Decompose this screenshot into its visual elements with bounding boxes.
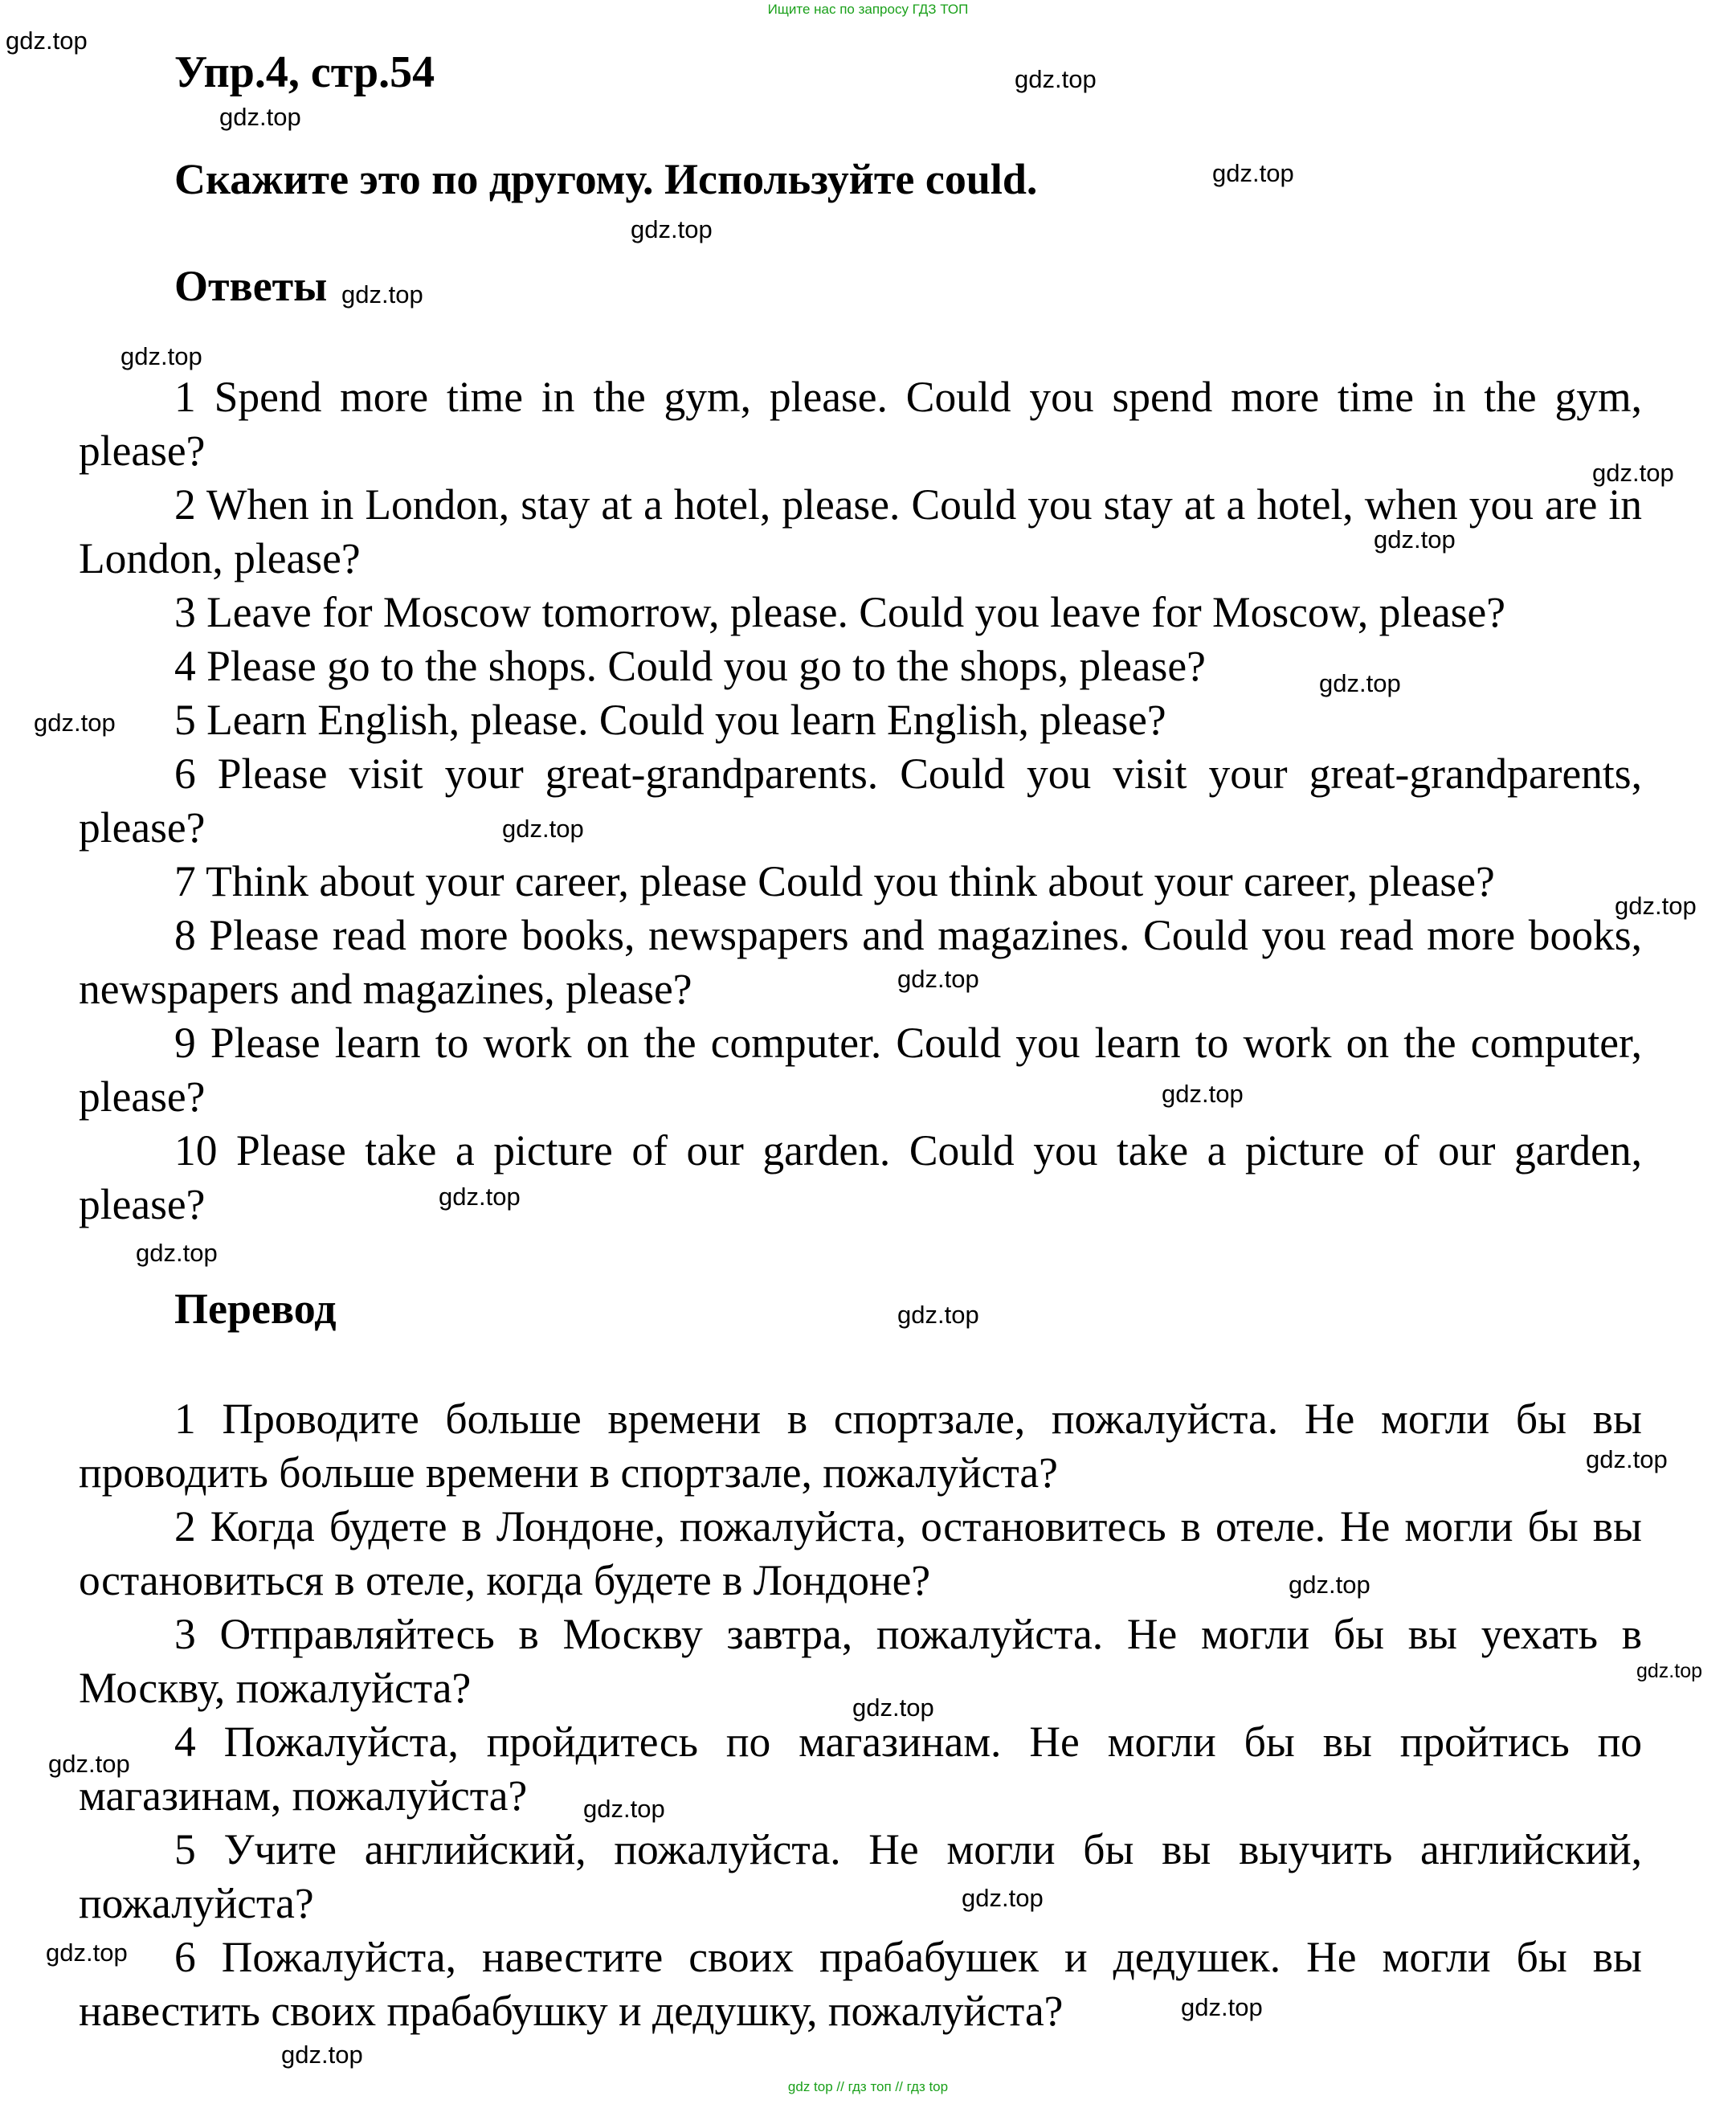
answers-heading: Ответы <box>174 262 328 310</box>
watermark: gdz.top <box>1181 1993 1263 2021</box>
watermark: gdz.top <box>1212 159 1294 187</box>
watermark: gdz.top <box>897 965 979 993</box>
answer-item: 8 Please read more books, newspapers and magazines. Could you read more books, newspapers and magazines, please? <box>79 911 1642 1013</box>
watermark: gdz.top <box>1374 525 1456 554</box>
watermark: gdz.top <box>1289 1571 1370 1599</box>
translation-item: 3 Отправляйтесь в Москву завтра, пожалуйста. Не могли бы вы уехать в Москву, пожалуйста? <box>79 1610 1642 1712</box>
watermark: gdz.top <box>341 280 423 308</box>
watermark: gdz.top <box>962 1884 1044 1912</box>
answer-item: 4 Please go to the shops. Could you go to the shops, please? <box>174 642 1206 690</box>
translation-item: 1 Проводите больше времени в спортзале, пожалуйста. Не могли бы вы проводить больше времени в спортзале, пожалуйста? <box>79 1395 1642 1497</box>
watermark: gdz.top <box>1162 1080 1244 1108</box>
translation-item: 5 Учите английский, пожалуйста. Не могли бы вы выучить английский, пожалуйста? <box>79 1825 1642 1927</box>
task-heading: Скажите это по другому. Используйте could. <box>174 155 1038 203</box>
footer-banner: gdz top // гдз топ // гдз top <box>787 2079 949 2094</box>
watermark: gdz.top <box>1615 892 1697 920</box>
watermark: gdz.top <box>48 1750 130 1778</box>
watermark: gdz.top <box>1015 65 1097 93</box>
answer-item: 6 Please visit your great-grandparents. Could you visit your great-grandparents, please? <box>79 750 1642 852</box>
answer-item: 5 Learn English, please. Could you learn English, please? <box>174 696 1166 744</box>
translation-item: 6 Пожалуйста, навестите своих прабабушек и дедушек. Не могли бы вы навестить своих прабабушку и дедушку, пожалуйста? <box>79 1933 1642 2035</box>
watermark: gdz.top <box>281 2041 363 2069</box>
watermark: gdz.top <box>46 1939 128 1967</box>
watermark: gdz.top <box>852 1693 934 1722</box>
watermark: gdz.top <box>897 1301 979 1329</box>
answer-item: 7 Think about your career, please Could you think about your career, please? <box>174 857 1495 905</box>
watermark: gdz.top <box>1592 459 1674 487</box>
watermark: gdz.top <box>120 342 202 370</box>
answer-item: 2 When in London, stay at a hotel, please. Could you stay at a hotel, when you are in London, please? <box>79 480 1642 582</box>
exercise-title: Упр.4, стр.54 <box>174 47 435 97</box>
answer-item: 9 Please learn to work on the computer. Could you learn to work on the computer, please? <box>79 1019 1642 1121</box>
watermark: gdz.top <box>631 215 713 243</box>
watermark: gdz.top <box>502 815 584 843</box>
answer-item: 10 Please take a picture of our garden. Could you take a picture of our garden, please? <box>79 1126 1642 1228</box>
watermark: gdz.top <box>219 103 301 131</box>
watermark: gdz.top <box>34 709 116 737</box>
watermark: gdz.top <box>136 1239 218 1267</box>
answers-list <box>79 370 1642 1232</box>
answer-item: 3 Leave for Moscow tomorrow, please. Could you leave for Moscow, please? <box>174 588 1506 636</box>
watermark: gdz.top <box>1319 669 1401 697</box>
watermark: gdz.top <box>6 27 88 55</box>
answer-item: 1 Spend more time in the gym, please. Could you spend more time in the gym, please? <box>79 373 1642 475</box>
watermark: gdz.top <box>583 1795 665 1823</box>
translation-heading: Перевод <box>174 1285 337 1333</box>
watermark: gdz.top <box>1636 1660 1703 1682</box>
watermark: gdz.top <box>1586 1445 1668 1473</box>
top-banner: Ищите нас по запросу ГДЗ ТОП <box>767 2 969 17</box>
watermark: gdz.top <box>439 1183 521 1211</box>
translation-item: 4 Пожалуйста, пройдитесь по магазинам. Не могли бы вы пройтись по магазинам, пожалуйста? <box>79 1718 1642 1820</box>
translation-item: 2 Когда будете в Лондоне, пожалуйста, остановитесь в отеле. Не могли бы вы остановиться в отеле, когда будете в Лондоне? <box>79 1502 1642 1604</box>
